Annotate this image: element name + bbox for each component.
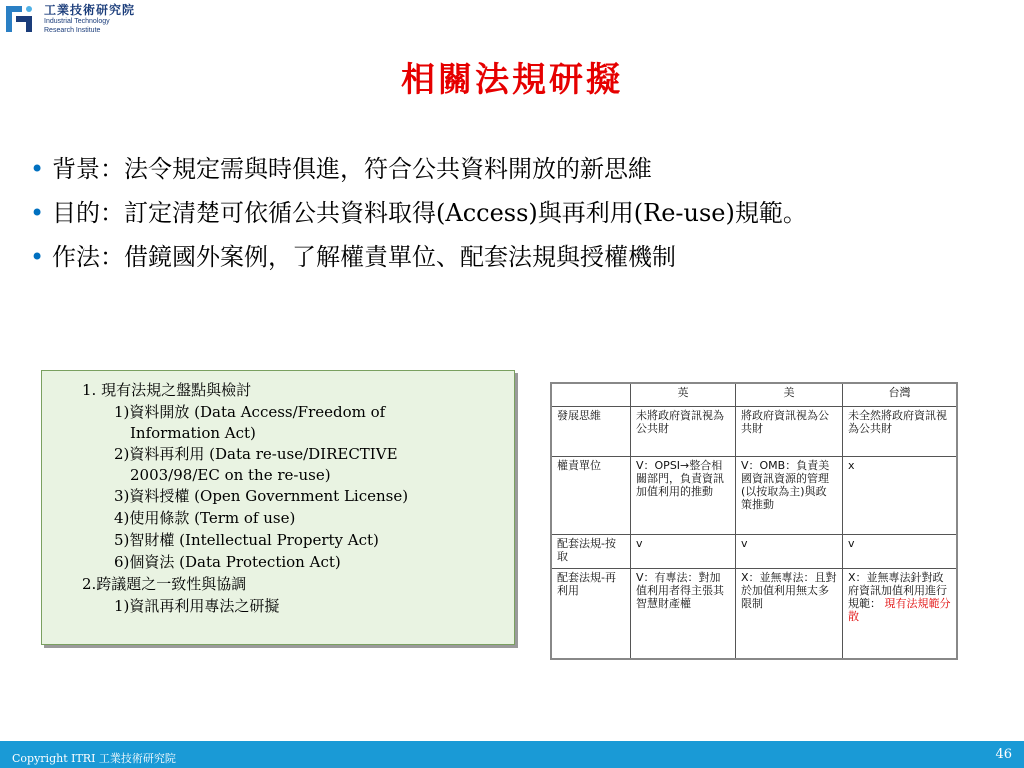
list-item: 2.跨議題之一致性與協調	[82, 575, 247, 593]
table-cell-text: X：並無專法針對政府資訊加值利用進行規範：	[848, 571, 947, 610]
bullet-purpose	[30, 196, 960, 230]
logo-text	[44, 3, 135, 35]
table-row-label: 權責單位	[551, 457, 631, 535]
comparison-table	[550, 382, 958, 660]
table-header-row	[551, 383, 957, 407]
table-row-label: 發展思維	[551, 407, 631, 457]
bullet-list	[30, 152, 960, 284]
table-header-cell: 台灣	[843, 383, 958, 407]
table-cell: 未將政府資訊視為公共財	[631, 407, 736, 457]
list-item: 1. 現有法規之盤點與檢討	[82, 381, 252, 399]
table-cell: V：OMB：負責美國資訊資源的管理(以按取為主)與政策推動	[736, 457, 843, 535]
list-item: 6)個資法 (Data Protection Act)	[114, 553, 341, 571]
table-row-label: 配套法規-按取	[551, 535, 631, 569]
bullet-text: 背景：法令規定需與時俱進，符合公共資料開放的新思維	[52, 155, 652, 183]
list-item	[82, 443, 504, 485]
footer-bar	[0, 741, 1024, 768]
table-cell-highlight: 現有法規範分散	[848, 597, 951, 623]
table-cell	[843, 569, 958, 660]
table-header-cell	[551, 383, 631, 407]
list-item-text: 2)資料再利用 (Data re-use/DIRECTIVE	[114, 445, 398, 463]
page-number: 46	[995, 747, 1012, 762]
bullet-approach	[30, 240, 960, 274]
itri-logo	[2, 2, 152, 38]
table-cell: x	[843, 457, 958, 535]
bullet-text: 作法：借鏡國外案例，了解權責單位、配套法規與授權機制	[52, 243, 676, 271]
list-item-text: 1)資料開放 (Data Access/Freedom of	[114, 403, 386, 421]
table-cell: X：並無專法：且對於加值利用無太多限制	[736, 569, 843, 660]
logo-name-en-2: Research Institute	[44, 27, 101, 34]
copyright-text: Copyright ITRI 工業技術研究院	[12, 752, 176, 765]
list-item	[82, 401, 504, 443]
list-item: 5)智財權 (Intellectual Property Act)	[114, 531, 379, 549]
bullet-dot-icon: •	[30, 243, 45, 271]
table-cell: v	[631, 535, 736, 569]
table-row	[551, 535, 957, 569]
table-cell: v	[843, 535, 958, 569]
logo-name-zh: 工業技術研究院	[44, 3, 136, 17]
bullet-text: 目的：訂定清楚可依循公共資料取得(Access)與再利用(Re-use)規範。	[52, 199, 807, 227]
list-item: 3)資料授權 (Open Government License)	[114, 487, 409, 505]
table-row	[551, 407, 957, 457]
bullet-dot-icon: •	[30, 155, 45, 183]
table-cell: V：OPSI→整合相關部門，負責資訊加值利用的推動	[631, 457, 736, 535]
regulation-review-box	[41, 370, 515, 645]
list-item: 1)資訊再利用專法之研擬	[114, 597, 280, 615]
table-cell: 將政府資訊視為公共財	[736, 407, 843, 457]
slide-title: 相關法規研擬	[401, 60, 623, 100]
table-cell: v	[736, 535, 843, 569]
list-item-text: 2003/98/EC on the re-use)	[130, 466, 331, 484]
logo-name-en-1: Industrial Technology	[44, 18, 110, 25]
list-item: 4)使用條款 (Term of use)	[114, 509, 296, 527]
table-header-cell: 美	[736, 383, 843, 407]
bullet-dot-icon: •	[30, 199, 45, 227]
table-cell: 未全然將政府資訊視為公共財	[843, 407, 958, 457]
table-row	[551, 457, 957, 535]
table-header-cell: 英	[631, 383, 736, 407]
table-row	[551, 569, 957, 660]
itri-logo-icon	[2, 2, 36, 36]
table-row-label: 配套法規-再利用	[551, 569, 631, 660]
list-item-text: Information Act)	[130, 424, 256, 442]
table-cell: V：有專法：對加值利用者得主張其智慧財產權	[631, 569, 736, 660]
bullet-background	[30, 152, 960, 186]
